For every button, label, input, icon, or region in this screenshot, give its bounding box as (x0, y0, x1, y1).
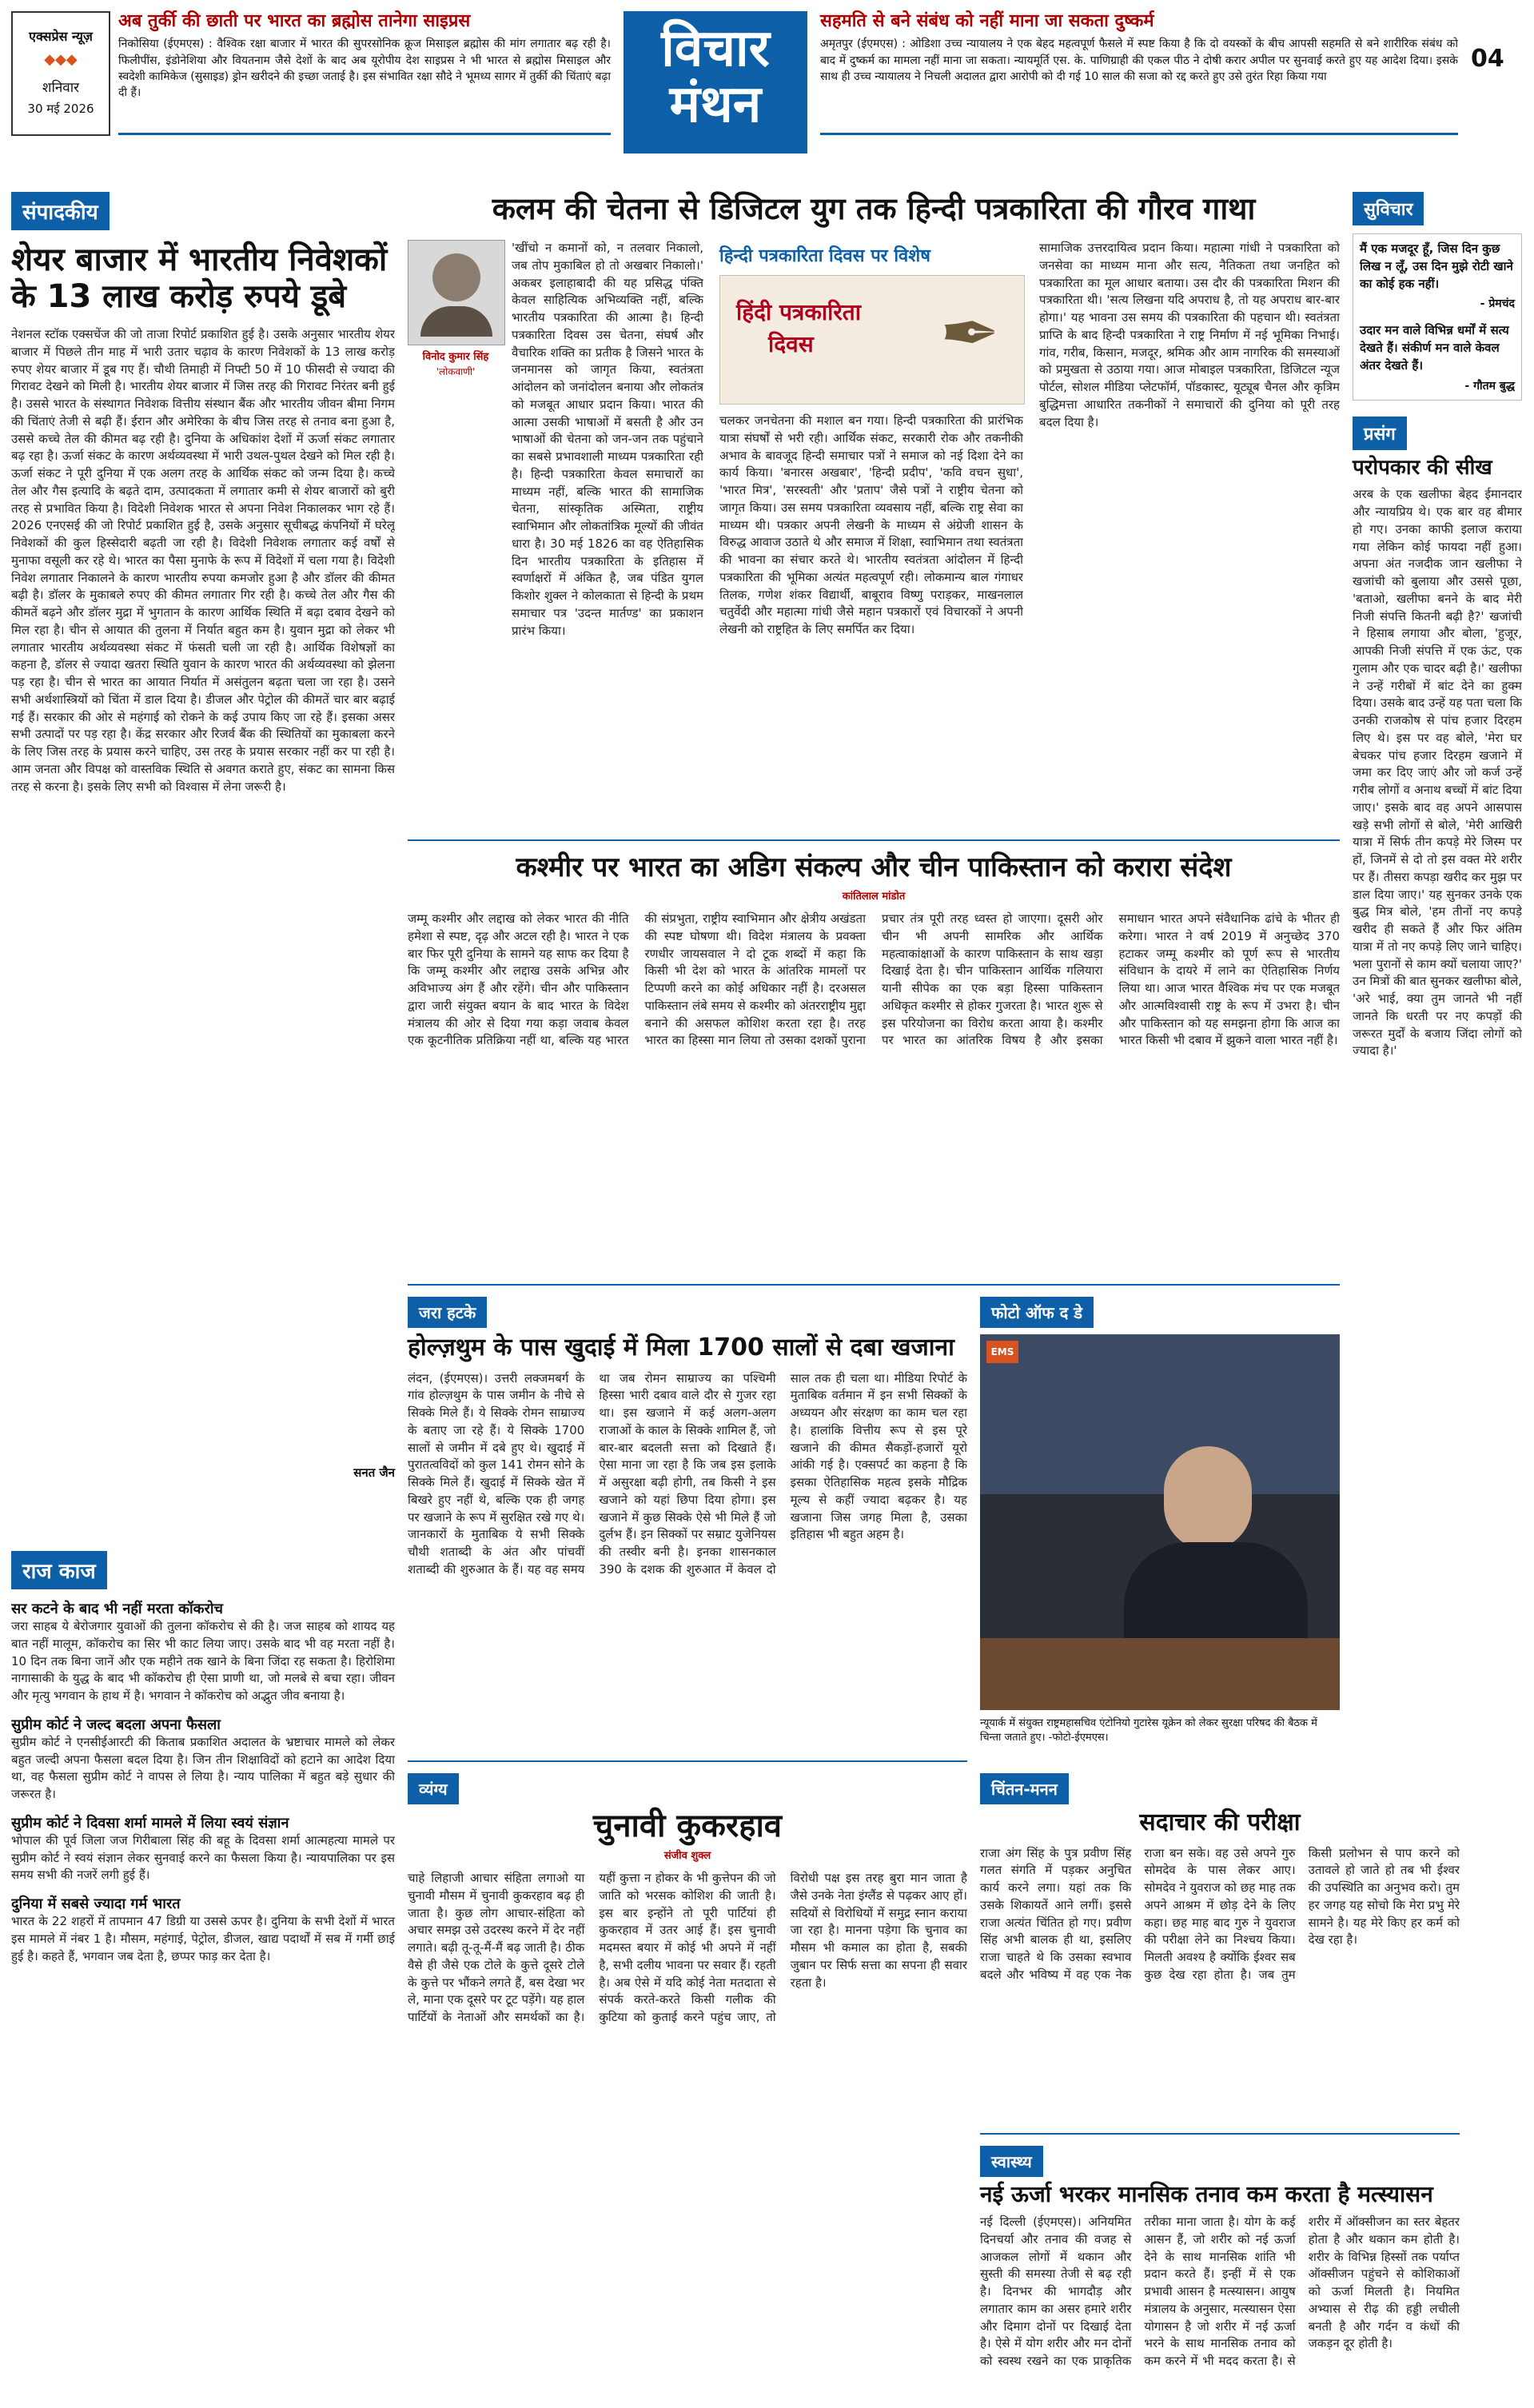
top-left-headline: अब तुर्की की छाती पर भारत का ब्रह्मोस तानेगा साइप्रस (118, 11, 471, 31)
vyangya-headline: चुनावी कुकरहाव (592, 1808, 783, 1844)
ems-logo: EMS (986, 1341, 1018, 1363)
vyangya-article (408, 1773, 967, 2397)
raj-kaaj-item-text: भारत के 22 शहरों में तापमान 47 डिग्री या उससे ऊपर है। दुनिया के सभी देशों में भारत इस मामले में नंबर 1 है। मौसम, महंगाई, पेट्रोल, डीजल, खाद्य पदार्थों में सब में गर्मी छाई हुई है। कहते हैं, भगवान जब देता है, छप्पर फाड़ कर देता है। (11, 1914, 395, 1963)
raj-kaaj-item-text: भोपाल की पूर्व जिला जज गिरीबाला सिंह की बहू के दिवसा शर्मा आत्महत्या मामले पर सुप्रीम कोर्ट ने स्वयं संज्ञान लेकर सुनवाई करने का फैसला किया है। न्यायपालिका पर इस समय सभी की नजरें लगी हुई हैं। (11, 1832, 395, 1883)
chintan-article (980, 1773, 1460, 2135)
decorative-dots-icon: ◆◆◆ (44, 51, 78, 68)
svasthya-body: नई दिल्ली (ईएमएस)। अनियमित दिनचर्या और तनाव की वजह से आजकल लोगों में थकान और सुस्ती की समस्या तेजी से बढ़ रही है। दिनभर की भागदौड़ और लगातार काम का असर हमारे शरीर और दिमाग दोनों पर दिखाई देता है। ऐसे में योग शरीर और मन दोनों को स्वस्थ रखने का एक प्राकृतिक तरीका माना जाता है। योग के कई आसन हैं, जो शरीर को नई ऊर्जा देने के साथ मानसिक शांति भी प्रदान करते हैं। इन्हीं में से एक प्रभावी आसन है मत्स्यासन। आयुष मंत्रालय के अनुसार, मत्स्यासन ऐसा योगासन है जो शरीर में नई ऊर्जा भरने के साथ मानसिक तनाव को कम करने में भी मदद करता है। से शरीर में ऑक्सीजन का स्तर बेहतर होता है और थकान कम होती है। शरीर के विभिन्न हिस्सों तक पर्याप्त ऑक्सीजन पहुंचने से कोशिकाओं को ऊर्जा मिलती है। नियमित अभ्यास से रीढ़ की हड्डी लचीली बनती है और गर्दन व कंधों की जकड़न दूर होती है। (980, 2215, 1460, 2369)
illustration-title: हिंदी पत्रकारिता (736, 299, 862, 325)
suvichar-quote-1: मैं एक मजदूर हूँ, जिस दिन कुछ लिख न लूँ, उस दिन मुझे रोटी खाने का कोई हक नहीं। (1360, 241, 1513, 291)
kashmir-body: जम्मू कश्मीर और लद्दाख को लेकर भारत की नीति हमेशा से स्पष्ट, दृढ़ और अटल रही है। भारत ने एक बार फिर पूरी दुनिया के सामने यह साफ कर दिया है कि जम्मू कश्मीर और लद्दाख उसके अभिन्न और अविभाज्य अंग हैं और रहेंगे। चीन और पाकिस्तान द्वारा जारी संयुक्त बयान के बाद भारत के विदेश मंत्रालय की ओर से दिया गया कड़ा जवाब केवल एक कूटनीतिक प्रतिक्रिया नहीं था, बल्कि यह भारत की संप्रभुता, राष्ट्रीय स्वाभिमान और क्षेत्रीय अखंडता की स्पष्ट घोषणा थी। विदेश मंत्रालय के प्रवक्ता रणधीर जायसवाल ने दो टूक शब्दों में कहा कि किसी भी देश को भारत के आंतरिक मामलों पर टिप्पणी करने का कोई अधिकार नहीं है। दरअसल पाकिस्तान लंबे समय से कश्मीर को अंतरराष्ट्रीय मुद्दा बनाने की असफल कोशिश करता रहा है। तरह भारत का हिस्सा मान लिया तो उसका दशकों पुराना प्रचार तंत्र पूरी तरह ध्वस्त हो जाएगा। दूसरी ओर चीन भी अपनी सामरिक और आर्थिक महत्वाकांक्षाओं के कारण पाकिस्तान के साथ खड़ा दिखाई देता है। चीन पाकिस्तान आर्थिक गलियारा यानी सीपेक का एक बड़ा हिस्सा पाकिस्तान अधिकृत कश्मीर से होकर गुजरता है। भारत शुरू से इस परियोजना का विरोध करता आया है। कश्मीर पर भारत का आंतरिक विषय है और इसका समाधान भारत अपने संवैधानिक ढांचे के भीतर ही करेगा। भारत ने वर्ष 2019 में अनुच्छेद 370 हटाकर जम्मू कश्मीर को पूर्ण रूप से भारतीय संविधान के दायरे में लाने का ऐतिहासिक निर्णय लिया था। आज भारत वैश्विक मंच पर एक मजबूत और आत्मविश्वासी राष्ट्र के रूप में उभरा है। चीन और पाकिस्तान को यह समझना होगा कि आज का भारत किसी भी दबाव में झुकने वाला भारत नहीं है। (408, 911, 1340, 1048)
suvichar-author-1: - प्रेमचंद (1480, 297, 1515, 311)
svasthya-article (980, 2146, 1460, 2394)
photo-of-the-day (980, 1297, 1340, 1760)
author-portrait-body (420, 306, 492, 337)
raj-kaaj-item (11, 1599, 395, 1705)
editorial-column (11, 192, 395, 1519)
day-label: शनिवार (42, 80, 80, 96)
kashmir-headline: कश्मीर पर भारत का अडिग संकल्प और चीन पाकिस्तान को करारा संदेश (516, 851, 1232, 883)
kashmir-author: कांतिलाल मांडोत (842, 891, 906, 903)
editorial-tag: संपादकीय (11, 192, 110, 230)
page-number: 04 (1471, 45, 1504, 73)
section-title-block (624, 11, 807, 153)
chintan-body: राजा अंग सिंह के पुत्र प्रवीण सिंह गलत संगति में पड़कर अनुचित कार्य करने लगा। यहां तक कि उसके शिकायतें आने लगीं। इससे राजा अत्यंत चिंतित हो गए। प्रवीण सिंह अभी बालक ही था, इसलिए राजा चाहते थे कि उसका स्वभाव बदले और भविष्य में वह एक नेक राजा बन सके। वह उसे अपने गुरु सोमदेव के पास लेकर आए। सोमदेव ने युवराज को छह माह तक अपने आश्रम में छोड़ देने के लिए कहा। छह माह बाद गुरु ने युवराज की परीक्षा लेने का निश्चय किया। मिलती अवश्य है क्योंकि ईश्वर सब कुछ देख रहा होता है। जब तुम किसी प्रलोभन से पाप करने को उतावले हो जाते हो तब भी ईश्वर की उपस्थिति का अनुभव करो। तुम हर जगह यह सोचो कि मेरा प्रभु मेरे सामने है। यह मेरे किए हर कर्म को देख रहा है। (980, 1845, 1460, 1982)
photo-background-panel (980, 1334, 1340, 1494)
suvichar-author-2: - गौतम बुद्ध (1464, 379, 1515, 393)
raj-kaaj-item (11, 1894, 395, 1965)
raj-kaaj-item-headline: सर कटने के बाद भी नहीं मरता कॉकरोच (11, 1601, 223, 1617)
news-photo (980, 1334, 1340, 1710)
editorial-author: सनत जैन (353, 1465, 395, 1480)
top-right-story (820, 11, 1458, 135)
photo-table (980, 1638, 1340, 1710)
chintan-tag: चिंतन-मनन (980, 1773, 1069, 1804)
author-title: 'लोकवाणी' (436, 366, 476, 377)
feature-col1: 'खींचो न कमानों को, न तलवार निकालो, जब तोप मुकाबिल हो तो अखबार निकालो।' अकबर इलाहाबादी की यह प्रसिद्ध पंक्ति केवल साहित्यिक अभिव्यक्ति नहीं, बल्कि भारतीय पत्रकारिता की आत्मा है। हिन्दी पत्रकारिता दिवस उस चेतना, संघर्ष और वैचारिक शक्ति का प्रतीक है जिसने भारत के जनमानस को जागृत किया, स्वतंत्रता आंदोलन को जनांदोलन बनाया और लोकतंत्र को मजबूत आधार प्रदान किया। भारत की आत्मा उसकी भाषाओं में बसती है और उन भाषाओं की चेतना को जन-जन तक पहुंचाने का सबसे प्रभावशाली माध्यम पत्रकारिता रही है। हिन्दी पत्रकारिता केवल समाचारों का माध्यम नहीं, बल्कि भारत की सामाजिक चेतना, सांस्कृतिक अस्मिता, राष्ट्रीय स्वाभिमान और लोकतांत्रिक मूल्यों की जीवंत धारा है। 30 मई 1826 का वह ऐतिहासिक दिन भारतीय पत्रकारिता के इतिहास में स्वर्णाक्षरों में अंकित है, जब पंडित युगल किशोर शुक्ल ने कोलकाता से हिन्दी के प्रथम समाचार पत्र 'उदन्त मार्तण्ड' का प्रकाशन प्रारंभ किया। (512, 241, 703, 638)
illustration-subtitle: दिवस (768, 331, 814, 357)
author-name: विनोद कुमार सिंह (422, 351, 489, 363)
photo-person-head (1164, 1446, 1252, 1550)
svasthya-tag: स्वास्थ्य (980, 2146, 1043, 2177)
raj-kaaj-item-text: जरा साहब ये बेरोजगार युवाओं की तुलना कॉकरोच से की है। जज साहब को शायद यह बात नहीं मालूम, कॉकरोच का सिर भी काट लिया जाए। उसके बाद भी वह मरता नहीं है। 10 दिन तक बिना जानें और एक महीने तक खाने के बिना जिंदा रह सकता है। हिरोशिमा नागासाकी के युद्ध के बाद भी कॉकरोच ही ऐसा प्राणी था, जो मलबे से बचा रहा। जीवन और मृत्यु भगवान के हाथ में है। भगवान ने कॉकरोच को अद्भुत जीव बनाया है। (11, 1619, 395, 1703)
holejhum-article (408, 1297, 967, 1762)
date-label: 30 मई 2026 (27, 102, 94, 116)
raj-kaaj-item-headline: सुप्रीम कोर्ट ने जल्द बदला अपना फैसला (11, 1716, 221, 1733)
feature-illustration (719, 275, 1025, 405)
raj-kaaj-item (11, 1813, 395, 1884)
top-left-story (118, 11, 611, 135)
suvichar-quote-2: उदार मन वाले विभिन्न धर्मों में सत्य देखते हैं। संकीर्ण मन वाले केवल अंतर देखते हैं। (1360, 323, 1509, 373)
zara-hatke-tag: जरा हटके (408, 1297, 487, 1328)
vyangya-tag: व्यंग्य (408, 1773, 459, 1804)
vyangya-body: चाहे लिहाजी आचार संहिता लगाओ या चुनावी मौसम में चुनावी कुकरहाव बढ़ ही जाता है। कुछ लोग आचार-संहिता को अचार समझ उसे उदरस्थ करने में देर नहीं लगाते। बढ़ी तू-तू-मैं-मैं बढ़ जाती है। ठीक वैसे ही जैसे एक टोले के कुत्ते दूसरे टोले के कुत्ते पर भौंकने लगते हैं, बस देखा भर ले, माना एक दूसरे पर टूट पड़ेंगे। यह हाल पार्टियों के नेताओं और समर्थकों का है। यहीं कुत्ता न होकर के भी कुत्तेपन की जो जाति को भरसक कोशिश की जाती है। इस बार इन्होंने तो पूरी पार्टियां ही कुकरहाव में उतर आई हैं। इस चुनावी मदमस्त बयार में कोई भी अपने में नहीं है, सभी दलीय भावना पर सवार हैं। रहती है। अब ऐसे में यदि कोई नेता मतदाता से संपर्क करते-करते किसी गलीक की कुटिया को कुताई करने पहुंच जाए, तो विरोधी पक्ष इस तरह बुरा मान जाता है जैसे उनके नेता इंग्लैंड से पढ़कर आए हों। सदियों से विरोधियों में समुद्र स्नान कराया जा रहा है। मानना पड़ेगा कि चुनाव का मौसम भी कमाल का होता है, सबकी जुबान पर सिर्फ सत्ता का सपना ही सवार रहता है। (408, 1871, 967, 2024)
top-right-headline: सहमति से बने संबंध को नहीं माना जा सकता दुष्कर्म (820, 11, 1154, 31)
paper-name: एक्सप्रेस न्यूज़ (29, 29, 93, 44)
section-title-line1: विचार (661, 19, 770, 78)
top-left-text: निकोसिया (ईएमएस) : वैश्विक रक्षा बाजार में भारत की सुपरसोनिक क्रूज मिसाइल ब्रह्मोस की मांग लगातार बढ़ रही है। फिलीपींस, इंडोनेशिया और वियतनाम जैसे देशों के बाद अब यूरोपीय देश साइप्रस ने भी भारत से ब्रह्मोस मिसाइल और स्वदेशी कामिकेज (सुसाइड) ड्रोन खरीदने की इच्छा जताई है। इस संभावित रक्षा सौदे ने भूमध्य सागर में तुर्की की चिंताएं बढ़ा दी हैं। (118, 38, 611, 100)
raj-kaaj-item (11, 1715, 395, 1804)
photo-caption: न्यूयार्क में संयुक्त राष्ट्रमहासचिव एंटोनियो गुटारेस यूक्रेन को लेकर सुरक्षा परिषद की बैठक में चिन्ता जताते हुए। -फोटो-ईएमएस। (980, 1717, 1317, 1744)
feature-col2: चलकर जनचेतना की मशाल बन गया। हिन्दी पत्रकारिता की प्रारंभिक यात्रा संघर्षों से भरी रही। आर्थिक संकट, सरकारी रोक और तकनीकी अभाव के बावजूद हिन्दी समाचार पत्रों ने समाज को नई दिशा देने का कार्य किया। 'बनारस अखबार', 'हिन्दी प्रदीप', 'कवि वचन सुधा', 'भारत मित्र', 'सरस्वती' और 'प्रताप' जैसे पत्रों ने राष्ट्रीय चेतना को जागृत किया। उस समय पत्रकारिता व्यवसाय नहीं, बल्कि राष्ट्र सेवा का माध्यम थी। पत्रकार अपनी लेखनी के माध्यम से अंग्रेजी शासन के विरुद्ध आवाज उठाते थे और समाज में शिक्षा, स्वाभिमान तथा स्वतंत्रता की भावना का संचार करते थे। भारतीय स्वतंत्रता आंदोलन में हिन्दी पत्रकारिता की भूमिका अत्यंत महत्वपूर्ण रही। लोकमान्य बाल गंगाधर तिलक, गणेश शंकर विद्यार्थी, बाबूराव विष्णु पराड़कर, माखनलाल चतुर्वेदी और महात्मा गांधी जैसे महान पत्रकारों एवं विचारकों ने अपनी लेखनी को राष्ट्रहित के लिए समर्पित कर दिया। (719, 413, 1023, 636)
section-title-line2: मंथन (669, 75, 762, 135)
prasang-tag: प्रसंग (1353, 417, 1407, 450)
editorial-headline: शेयर बाजार में भारतीय निवेशकों के 13 लाख करोड़ रुपये डूबे (11, 241, 388, 315)
chintan-headline: सदाचार की परीक्षा (1139, 1808, 1301, 1836)
feature-subheading: हिन्दी पत्रकारिता दिवस पर विशेष (719, 246, 930, 266)
kashmir-article (408, 852, 1340, 1286)
raj-kaaj-tag: राज काज (11, 1551, 107, 1589)
feature-headline: कलम की चेतना से डिजिटल युग तक हिन्दी पत्रकारिता की गौरव गाथा (492, 191, 1256, 226)
top-right-text: अमृतपुर (ईएमएस) : ओडिशा उच्च न्यायालय ने एक बेहद महत्वपूर्ण फैसले में स्पष्ट किया है कि दो वयस्कों के बीच आपसी सहमति से बने शारीरिक संबंध को बाद में दुष्कर्म का मामला नहीं माना जा सकता। न्यायमूर्ति एस. के. पाणिग्राही की एकल पीठ ने दोषी करार अपील पर सुनवाई करते हुए यह आदेश दिया। इसके साथ ही उच्च न्यायालय ने निचली अदालत द्वारा आरोपी को दी गई 10 साल की सजा को रद्द करते हुए उसे तुरंत रिहा किया गया (820, 38, 1458, 83)
suvichar-box (1353, 233, 1522, 401)
prasang-headline: परोपकार की सीख (1353, 455, 1492, 480)
feature-article (408, 192, 1340, 841)
right-sidebar (1353, 192, 1522, 1759)
raj-kaaj-item-text: सुप्रीम कोर्ट ने एनसीईआरटी की किताब प्रकाशित अदालत के भ्रष्टाचार मामले को लेकर बहुत जल्दी अपना फैसला बदल दिया है। जिन तीन शिक्षाविदों को हटाने का आदेश दिया था, वह फैसला सुप्रीम कोर्ट ने वापस ले लिया है। न्याय पालिका में बहुत बड़े सुधार की जरूरत है। (11, 1734, 395, 1801)
vyangya-author: संजीव शुक्ल (663, 1850, 711, 1862)
holejhum-headline: होल्ज़थुम के पास खुदाई में मिला 1700 सालों से दबा खजाना (408, 1334, 954, 1361)
editorial-body: नेशनल स्टॉक एक्सचेंज की जो ताजा रिपोर्ट प्रकाशित हुई है। उसके अनुसार भारतीय शेयर बाजार में पिछले तीन माह में भारी उतार चढ़ाव के कारण निवेशकों के 13 लाख करोड़ रुपए शेयर बाजार में डूब गए हैं। चौथी तिमाही में निफ्टी 50 में 10 फीसदी से ज्यादा की गिरावट देखने को मिली है। भारतीय शेयर बाजार में जिस तरह की गिरावट निरंतर बनी हुई है। उससे भारत के संस्थागत निवेशक वित्तीय संस्थान बैंक और भारतीय जीवन बीमा निगम की चिंताएं तेजी से बढ़ी हैं। ईरान और अमेरिका के बीच जिस तरह से तनाव बना हुआ है, उससे कच्चे तेल की कीमत बढ़ रही है। दुनिया के अधिकांश देशों में ऊर्जा संकट लगातार बढ़ रहा है। ऊर्जा संकट के कारण अर्थव्यवस्था में भारी उथल-पुथल देखने को मिल रही है। ऊर्जा संकट ने पूरी दुनिया में एक अलग तरह के आर्थिक संकट को जन्म दिया है। कच्चे तेल और गैस इत्यादि के बढ़ते दाम, उत्पादकता में लगातार कमी से शेयर बाजारों को बुरी तरह से प्रभावित किया है। विदेशी निवेशक भारत से अपना निवेश निकालकर भाग रहे हैं। 2026 एनएसई की जो रिपोर्ट प्रकाशित हुई है, उसके अनुसार सूचीबद्ध कंपनियों में घरेलू निवेशकों की कुल हिस्सेदारी बढ़ती जा रही है। विदेशी निवेशक लगातार कई वर्षों से मुनाफा वसूली कर रहे थे। भारत का पैसा मुनाफे के रूप में विदेशों में चला गया है। विदेशी निवेश लगातार निकालने के कारण भारतीय रुपया कमजोर हुआ है और डॉलर की कीमत बढ़ी है। डॉलर के मुकाबले रुपए की कीमत लगातार गिर रही है। कच्चे तेल और गैस की कीमतें बढ़ने और डॉलर मुद्रा में भुगतान के कारण आर्थिक स्थिति में बढ़ा दबाव देखने को मिल रहा है। चीन से आयात की तुलना में निर्यात बहुत कम है। युवान मुद्रा को लेकर भी लगातार भारतीय अर्थव्यवस्था संकट में फंसती चली जा रही है। आर्थिक विशेषज्ञों का कहना है, डॉलर से ज्यादा खतरा स्थिति युवान के कारण भारत की अर्थव्यवस्था को झेलना पड़ रहा है। चीन से भारत का आयात निर्यात में असंतुलन बढ़ता चला जा रहा है। उसने सभी अर्थशास्त्रियों को चिंता में डाल दिया है। डीजल और पेट्रोल की कीमतें चार बार बढ़ाई गई हैं। सरकार की ओर से महंगाई को रोकने के कई उपाय किए जा रहे हैं। इसका असर सभी उत्पादों पर पड़ रहा है। केंद्र सरकार और रिजर्व बैंक की स्थितियों का मुकाबला करने के लिए जिस तरह के प्रयास करने चाहिए, उस तरह के प्रयास सरकार नहीं कर पा रही है। आम जनता और विपक्ष को वास्तविक स्थिति से अवगत कराते हुए, संकट का सामना किस तरह से करना है। इसके लिए सभी को विश्वास में लेना जरूरी है। (11, 327, 395, 794)
suvichar-tag: सुविचार (1353, 192, 1424, 225)
svasthya-headline: नई ऊर्जा भरकर मानसिक तनाव कम करता है मत्स्यासन (980, 2181, 1433, 2207)
raj-kaaj-item-headline: सुप्रीम कोर्ट ने दिवसा शर्मा मामले में लिया स्वयं संज्ञान (11, 1814, 289, 1832)
quill-pen-icon: ✒ (939, 292, 1000, 376)
feature-col3: सामाजिक उत्तरदायित्व प्रदान किया। महात्मा गांधी ने पत्रकारिता को जनसेवा का माध्यम माना और सत्य, नैतिकता तथा जनहित को पत्रकारिता का मूल आधार बताया। उस दौर की पत्रकारिता मिशन की पत्रकारिता थी। 'सत्य लिखना यदि अपराध है, तो यह अपराध बार-बार होगा।' यह भावना उस समय की पत्रकारिता की पहचान थी। स्वतंत्रता प्राप्ति के बाद हिन्दी पत्रकारिता ने राष्ट्र निर्माण में नई भूमिका निभाई। गांव, गरीब, किसान, मजदूर, श्रमिक और आम नागरिक की समस्याओं को प्रमुखता से उठाया गया। आज मोबाइल पत्रकारिता, डिजिटल न्यूज पोर्टल, सोशल मीडिया प्लेटफॉर्म, पॉडकास्ट, यूट्यूब चैनल और कृत्रिम बुद्धिमत्ता आधारित तकनीकों ने समाचारों की दुनिया को पूरी तरह बदल दिया है। (1039, 241, 1340, 429)
masthead-date-box (11, 11, 110, 136)
author-portrait-icon (432, 253, 480, 301)
prasang-body: अरब के एक खलीफा बेहद ईमानदार और न्यायप्रिय थे। एक बार वह बीमार हो गए। उनका काफी इलाज कराया गया लेकिन कोई फायदा नहीं हुआ। अपना अंत नजदीक जान खलीफा ने खजांची को बुलाया और उससे पूछा, 'बताओ, खलीफा बनने के बाद मेरी निजी संपत्ति कितनी बढ़ी है?' खजांची ने हिसाब लगाया और बोला, 'हुजूर, आपकी निजी संपत्ति में एक ऊंट, एक गुलाम और एक चादर बढ़ी है।' खलीफा ने उन्हें गरीबों में बांट देने का हुक्म दिया। उसके बाद उन्हें यह पता चला कि उनकी राजकोष से पांच हजार दिरहम लिए थे। इस पर वह बोले, 'मेरा घर बेचकर पांच हजार दिरहम खजाने में जमा कर दिए जाएं और जो कर्ज उन्हें गरीब लोगों व अनाथ बच्चों में बांट दिया जाए।' इसके बाद वह अपने आसपास खड़े सभी लोगों से बोले, 'मेरी आखिरी यात्रा में सिर्फ तीन कपड़े मेरे जिस्म पर हों, जिनमें से दो तो इस वक्त मेरे शरीर पर हैं। तीसरा कपड़ा खरीद कर मुझ पर डाल दिया जाए।' यह सुनकर उनके एक बुद्ध मित्र बोले, 'हम तीनों नए कपड़े खरीद ही सकते हैं और फिर अंतिम यात्रा में तो नए कपड़े लिए जाने चाहिए। भला पुरानों से काम क्यों चलाया जाए?' उन मित्रों की बात सुनकर खलीफा बोले, 'अरे भाई, क्या तुम जानते भी नहीं जानते कि धरती पर नए कपड़ों की जरूरत मुर्दों के बजाय जिंदा लोगों को ज्यादा है।' (1353, 487, 1522, 1058)
raj-kaaj-item-headline: दुनिया में सबसे ज्यादा गर्म भारत (11, 1896, 181, 1912)
author-photo (408, 240, 505, 345)
raj-kaaj-column (11, 1551, 395, 2390)
photo-tag: फोटो ऑफ द डे (980, 1297, 1094, 1328)
holejhum-body: लंदन, (ईएमएस)। उत्तरी लक्जमबर्ग के गांव होल्ज़थुम के पास जमीन के नीचे से सिक्के मिले हैं। ये सिक्के रोमन साम्राज्य के बताए जा रहे हैं। ये सिक्के 1700 सालों से जमीन में दबे हुए थे। खुदाई में पुरातत्वविदों को कुल 141 रोमन सोने के सिक्के मिले हैं। खुदाई में सिक्के खेत में बिखरे हुए नहीं थे, बल्कि एक ही जगह पर खजाने के रूप में सुरक्षित रखे गए थे। जानकारों के मुताबिक ये सभी सिक्के चौथी शताब्दी के अंत और पांचवीं शताब्दी की शुरुआत के हैं। यह वह समय था जब रोमन साम्राज्य का पश्चिमी हिस्सा भारी दबाव वाले दौर से गुजर रहा था। इस खजाने में कई अलग-अलग राजाओं के काल के सिक्के शामिल हैं, जो बार-बार बदलती सत्ता को दिखाते हैं। ऐसा माना जा रहा है कि जब इस इलाके में असुरक्षा बढ़ी होगी, तब किसी ने इस खजाने को यहां छिपा दिया होगा। इस खजाने में कुछ सिक्के ऐसे भी मिले हैं जो दुर्लभ हैं। इन सिक्कों पर सम्राट युजेनियस की तस्वीर बनी है। इनका शासनकाल 390 के दशक की शुरुआत में केवल दो साल तक ही चला था। मीडिया रिपोर्ट के मुताबिक वर्तमान में इन सभी सिक्कों के अध्ययन और संरक्षण का काम चल रहा है। हालांकि वित्तीय रूप से इस पूरे खजाने की कीमत सैकड़ों-हजारों यूरो आंकी गई है। एक्सपर्ट का कहना है कि इसका ऐतिहासिक महत्व इसके मौद्रिक मूल्य से कहीं ज्यादा बढ़कर है। यह खजाना जिस जगह मिला है, उसका इतिहास भी बहुत अहम है। (408, 1370, 967, 1577)
